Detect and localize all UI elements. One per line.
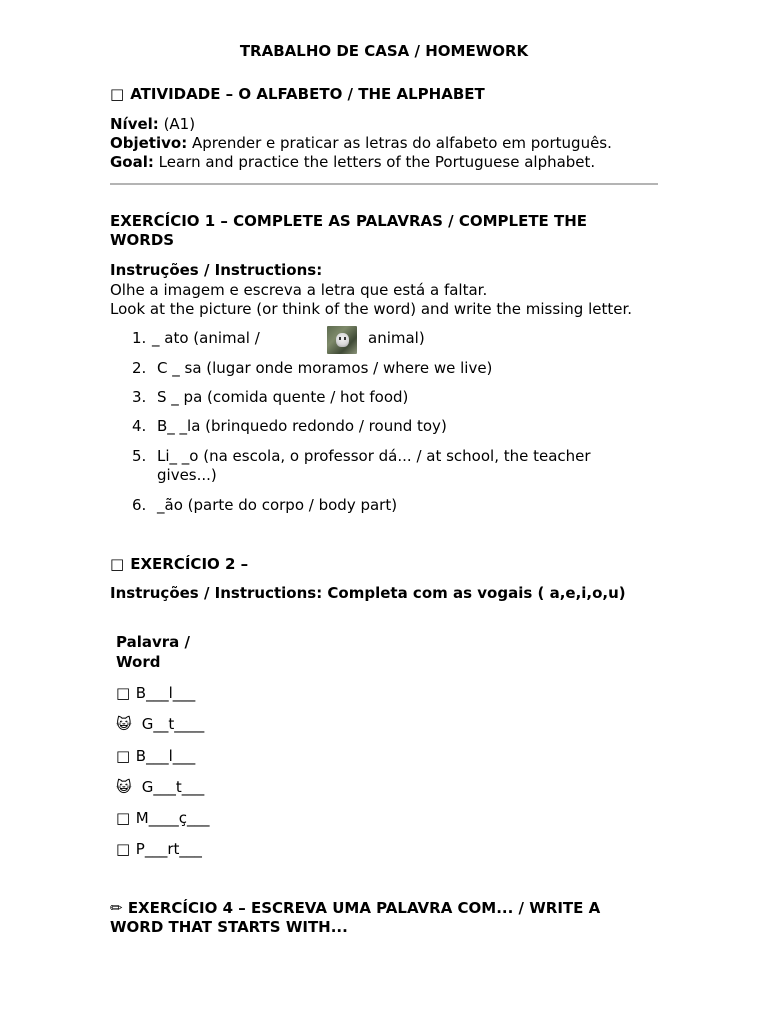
exercise1-instruction-pt: Olhe a imagem e escreva a letra que está a faltar. — [110, 281, 488, 299]
item-number: 2. — [132, 359, 147, 377]
word-row — [116, 715, 204, 733]
goal-value: Learn and practice the letters of the Portuguese alphabet. — [153, 153, 596, 171]
item-text: C _ sa (lugar onde moramos / where we live) — [157, 359, 493, 377]
objective-value: Aprender e praticar as letras do alfabeto em português. — [187, 134, 612, 152]
word-row — [116, 840, 202, 858]
objective-label: Objetivo: — [110, 134, 188, 152]
exercise1-heading-line1: EXERCÍCIO 1 – COMPLETE AS PALAVRAS / COMPLETE THE — [110, 212, 588, 230]
column-header-line2: Word — [116, 653, 161, 671]
column-header-line1: Palavra / — [116, 633, 190, 651]
activity-heading-text: ATIVIDADE – O ALFABETO / THE ALPHABET — [130, 85, 485, 103]
level-line — [110, 115, 195, 133]
word-text: M____ç___ — [135, 809, 210, 827]
word-row — [116, 778, 204, 796]
item-text: Li_ _o (na escola, o professor dá... / at school, the teacher — [157, 447, 591, 465]
box-icon: □ — [110, 85, 125, 103]
item-text: S _ pa (comida quente / hot food) — [157, 388, 409, 406]
word-text: G__t____ — [141, 715, 205, 733]
exercise2-heading-text: EXERCÍCIO 2 – — [130, 555, 249, 573]
word-text: B___l___ — [135, 684, 196, 702]
cat-face-icon: 😺 — [116, 778, 132, 796]
pencil-icon: ✏ — [110, 899, 123, 917]
divider — [110, 183, 658, 185]
cat-face-icon: 😺 — [116, 715, 132, 733]
word-row — [116, 684, 195, 702]
item-number: 4. — [132, 417, 147, 435]
level-label: Nível: — [110, 115, 159, 133]
exercise4-heading-text: EXERCÍCIO 4 – ESCREVA UMA PALAVRA COM... / WRITE A — [127, 899, 601, 917]
word-row — [116, 747, 195, 765]
objective-line — [110, 134, 612, 152]
goal-label: Goal: — [110, 153, 154, 171]
level-value: (A1) — [158, 115, 196, 133]
item-text: _ ato (animal / — [152, 329, 260, 347]
item-number: 5. — [132, 447, 147, 465]
goal-line — [110, 153, 595, 171]
item-number: 3. — [132, 388, 147, 406]
exercise1-instructions-label: Instruções / Instructions: — [110, 261, 323, 279]
word-row — [116, 809, 209, 827]
exercise4-heading-line2: WORD THAT STARTS WITH... — [110, 918, 348, 936]
ball-icon: □ — [116, 747, 131, 765]
exercise4-heading-line1 — [110, 899, 600, 917]
item-number: 6. — [132, 496, 147, 514]
item-number: 1. — [132, 329, 147, 347]
item-text-continued: gives...) — [157, 466, 217, 484]
item-text-end: animal) — [368, 329, 425, 347]
box-icon: □ — [110, 555, 125, 573]
door-icon: □ — [116, 840, 131, 858]
page-title: TRABALHO DE CASA / HOMEWORK — [239, 42, 529, 60]
exercise2-instructions: Instruções / Instructions: Completa com as vogais ( a,e,i,o,u) — [110, 584, 626, 602]
item-text: _ão (parte do corpo / body part) — [157, 496, 398, 514]
item-text: B_ _la (brinquedo redondo / round toy) — [157, 417, 447, 435]
cat-photo-icon — [327, 326, 357, 354]
exercise1-heading-line2: WORDS — [110, 231, 175, 249]
word-text: G___t___ — [141, 778, 205, 796]
activity-heading — [110, 85, 485, 103]
exercise1-instruction-en: Look at the picture (or think of the word) and write the missing letter. — [110, 300, 633, 318]
exercise2-heading — [110, 555, 248, 573]
apple-icon: □ — [116, 809, 131, 827]
ball-icon: □ — [116, 684, 131, 702]
word-text: P___rt___ — [135, 840, 202, 858]
word-text: B___l___ — [135, 747, 196, 765]
